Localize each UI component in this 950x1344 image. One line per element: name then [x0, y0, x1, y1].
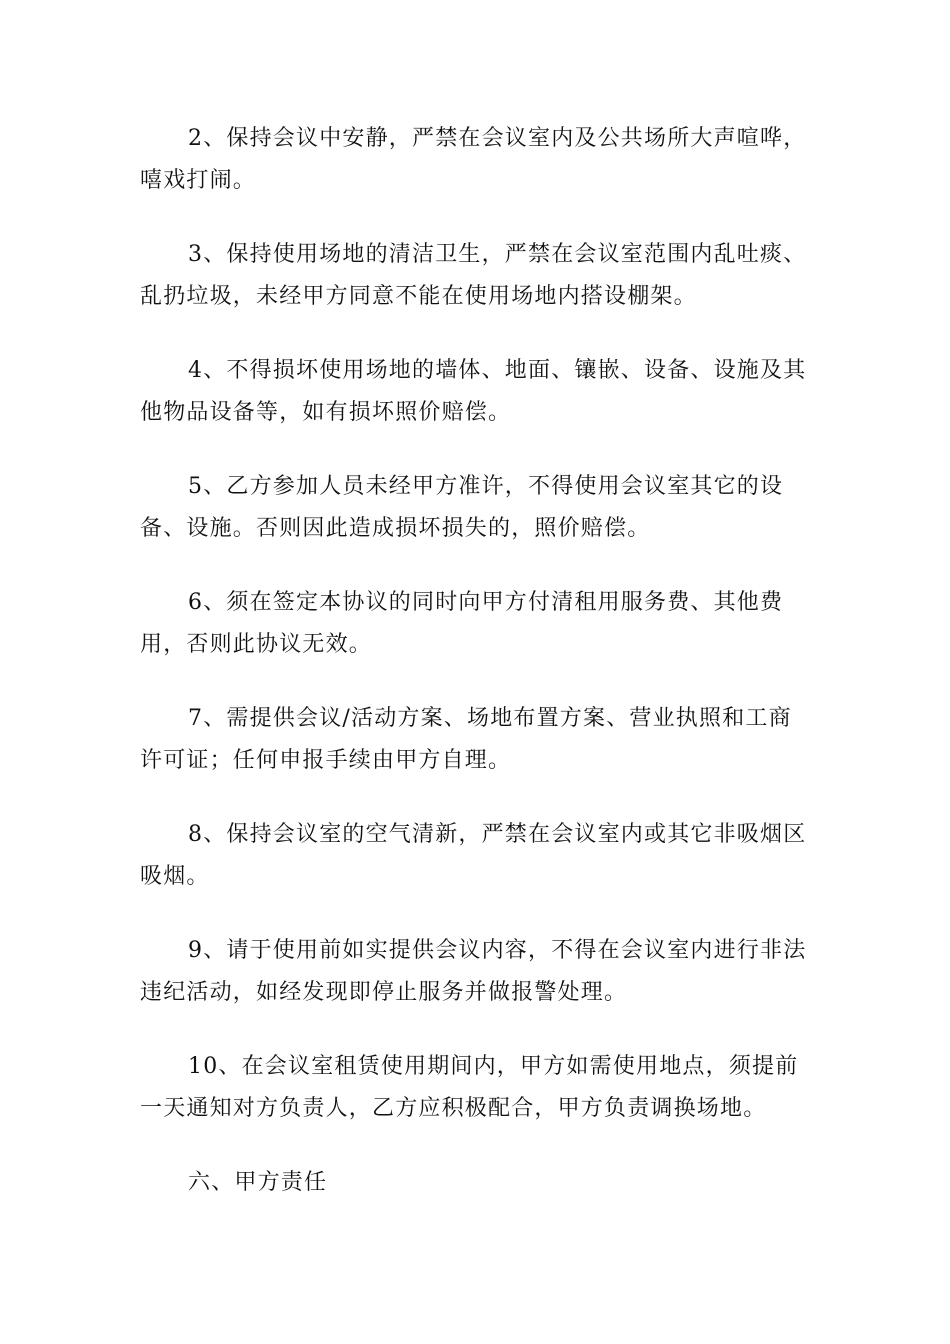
clause-10: 10、在会议室租赁使用期间内，甲方如需使用地点，须提前一天通知对方负责人，乙方应积极配合，甲方负责调换场地。	[140, 1054, 799, 1121]
clause-5: 5、乙方参加人员未经甲方准许，不得使用会议室其它的设备、设施。否则因此造成损坏损失的，照价赔偿。	[140, 474, 784, 541]
clause-8: 8、保持会议室的空气清新，严禁在会议室内或其它非吸烟区吸烟。	[140, 822, 807, 889]
clause-9: 9、请于使用前如实提供会议内容，不得在会议室内进行非法违纪活动，如经发现即停止服务并做报警处理。	[140, 938, 807, 1005]
clause-6: 6、须在签定本协议的同时向甲方付清租用服务费、其他费用，否则此协议无效。	[140, 590, 784, 657]
clause-3: 3、保持使用场地的清洁卫生，严禁在会议室范围内乱吐痰、乱扔垃圾，未经甲方同意不能在使用场地内搭设棚架。	[140, 242, 807, 309]
clause-7: 7、需提供会议/活动方案、场地布置方案、营业执照和工商许可证；任何申报手续由甲方自理。	[140, 706, 792, 773]
document-body	[140, 118, 810, 1204]
clause-4: 4、不得损坏使用场地的墙体、地面、镶嵌、设备、设施及其他物品设备等，如有损坏照价赔偿。	[140, 358, 807, 425]
clause-2: 2、保持会议中安静，严禁在会议室内及公共场所大声喧哗，嘻戏打闹。	[140, 126, 807, 193]
section-heading: 六、甲方责任	[188, 1170, 328, 1195]
